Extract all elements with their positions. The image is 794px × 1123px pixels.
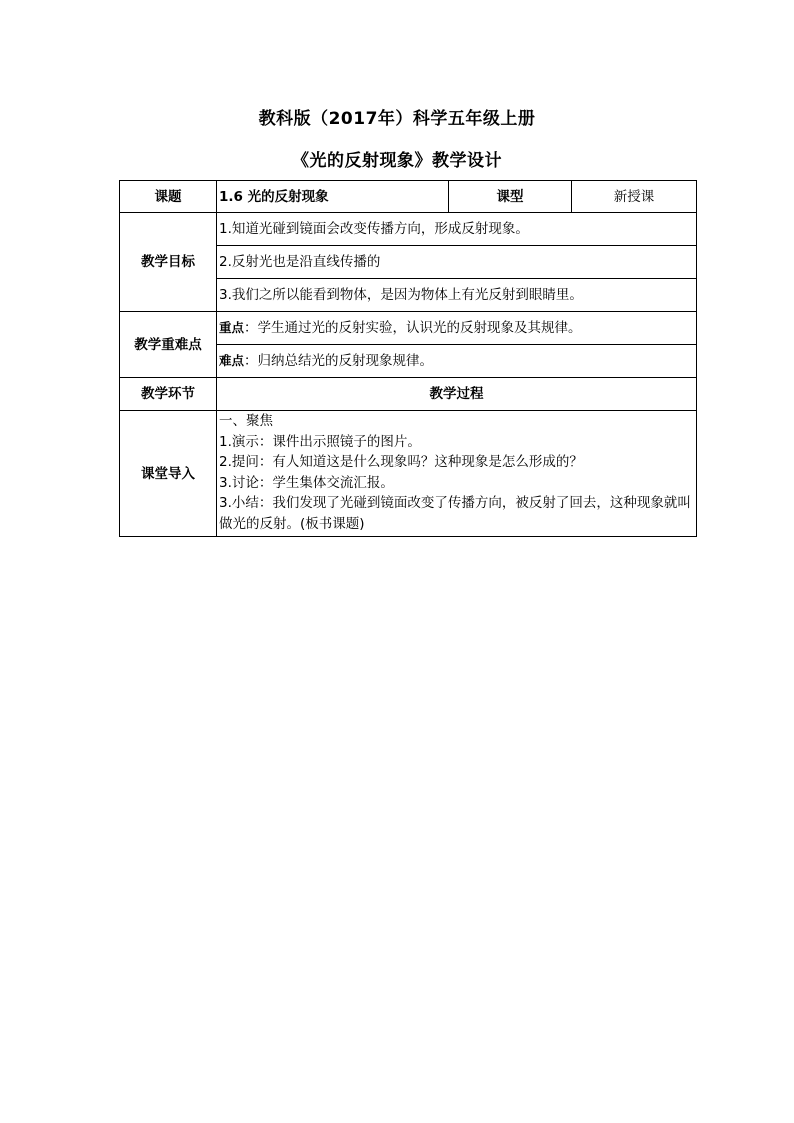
difficulty-point xyxy=(217,345,697,378)
table-row xyxy=(120,312,697,345)
process-line: 3.讨论：学生集体交流汇报。 xyxy=(219,474,394,491)
document-title: 教科版（2017年）科学五年级上册 xyxy=(258,109,536,129)
document-subtitle: 《光的反射现象》教学设计 xyxy=(292,151,502,171)
lesson-type-value: 新授课 xyxy=(572,181,697,213)
table-row xyxy=(120,181,697,213)
objective-item: 1.知道光碰到镜面会改变传播方向，形成反射现象。 xyxy=(217,213,697,246)
process-header: 教学过程 xyxy=(217,378,697,411)
focus-text: ：学生通过光的反射实验，认识光的反射现象及其规律。 xyxy=(244,320,582,336)
process-line: 一、聚焦 xyxy=(219,413,273,429)
stage-header: 教学环节 xyxy=(120,378,217,411)
process-line: 1.演示：课件出示照镜子的图片。 xyxy=(219,433,421,450)
focus-label: 重点 xyxy=(219,320,245,335)
topic-value: 1.6 光的反射现象 xyxy=(217,181,449,213)
difficulty-text: ：归纳总结光的反射现象规律。 xyxy=(244,353,434,369)
objectives-label: 教学目标 xyxy=(120,213,217,312)
focus-point xyxy=(217,312,697,345)
table-row xyxy=(120,213,697,246)
table-row xyxy=(120,411,697,537)
intro-content xyxy=(217,411,697,537)
process-line: 3.小结：我们发现了光碰到镜面改变了传播方向，被反射了回去，这种现象就叫做光的反射。(板书课题) xyxy=(219,495,691,532)
objective-item: 2.反射光也是沿直线传播的 xyxy=(217,246,697,279)
process-line: 2.提问：有人知道这是什么现象吗？这种现象是怎么形成的？ xyxy=(219,454,583,470)
table-row xyxy=(120,378,697,411)
key-points-label: 教学重难点 xyxy=(120,312,217,378)
objective-item: 3.我们之所以能看到物体，是因为物体上有光反射到眼睛里。 xyxy=(217,279,697,312)
intro-label: 课堂导入 xyxy=(120,411,217,537)
difficulty-label: 难点 xyxy=(219,353,245,368)
lesson-plan-table xyxy=(119,180,697,537)
topic-label: 课题 xyxy=(120,181,217,213)
lesson-type-label: 课型 xyxy=(449,181,572,213)
